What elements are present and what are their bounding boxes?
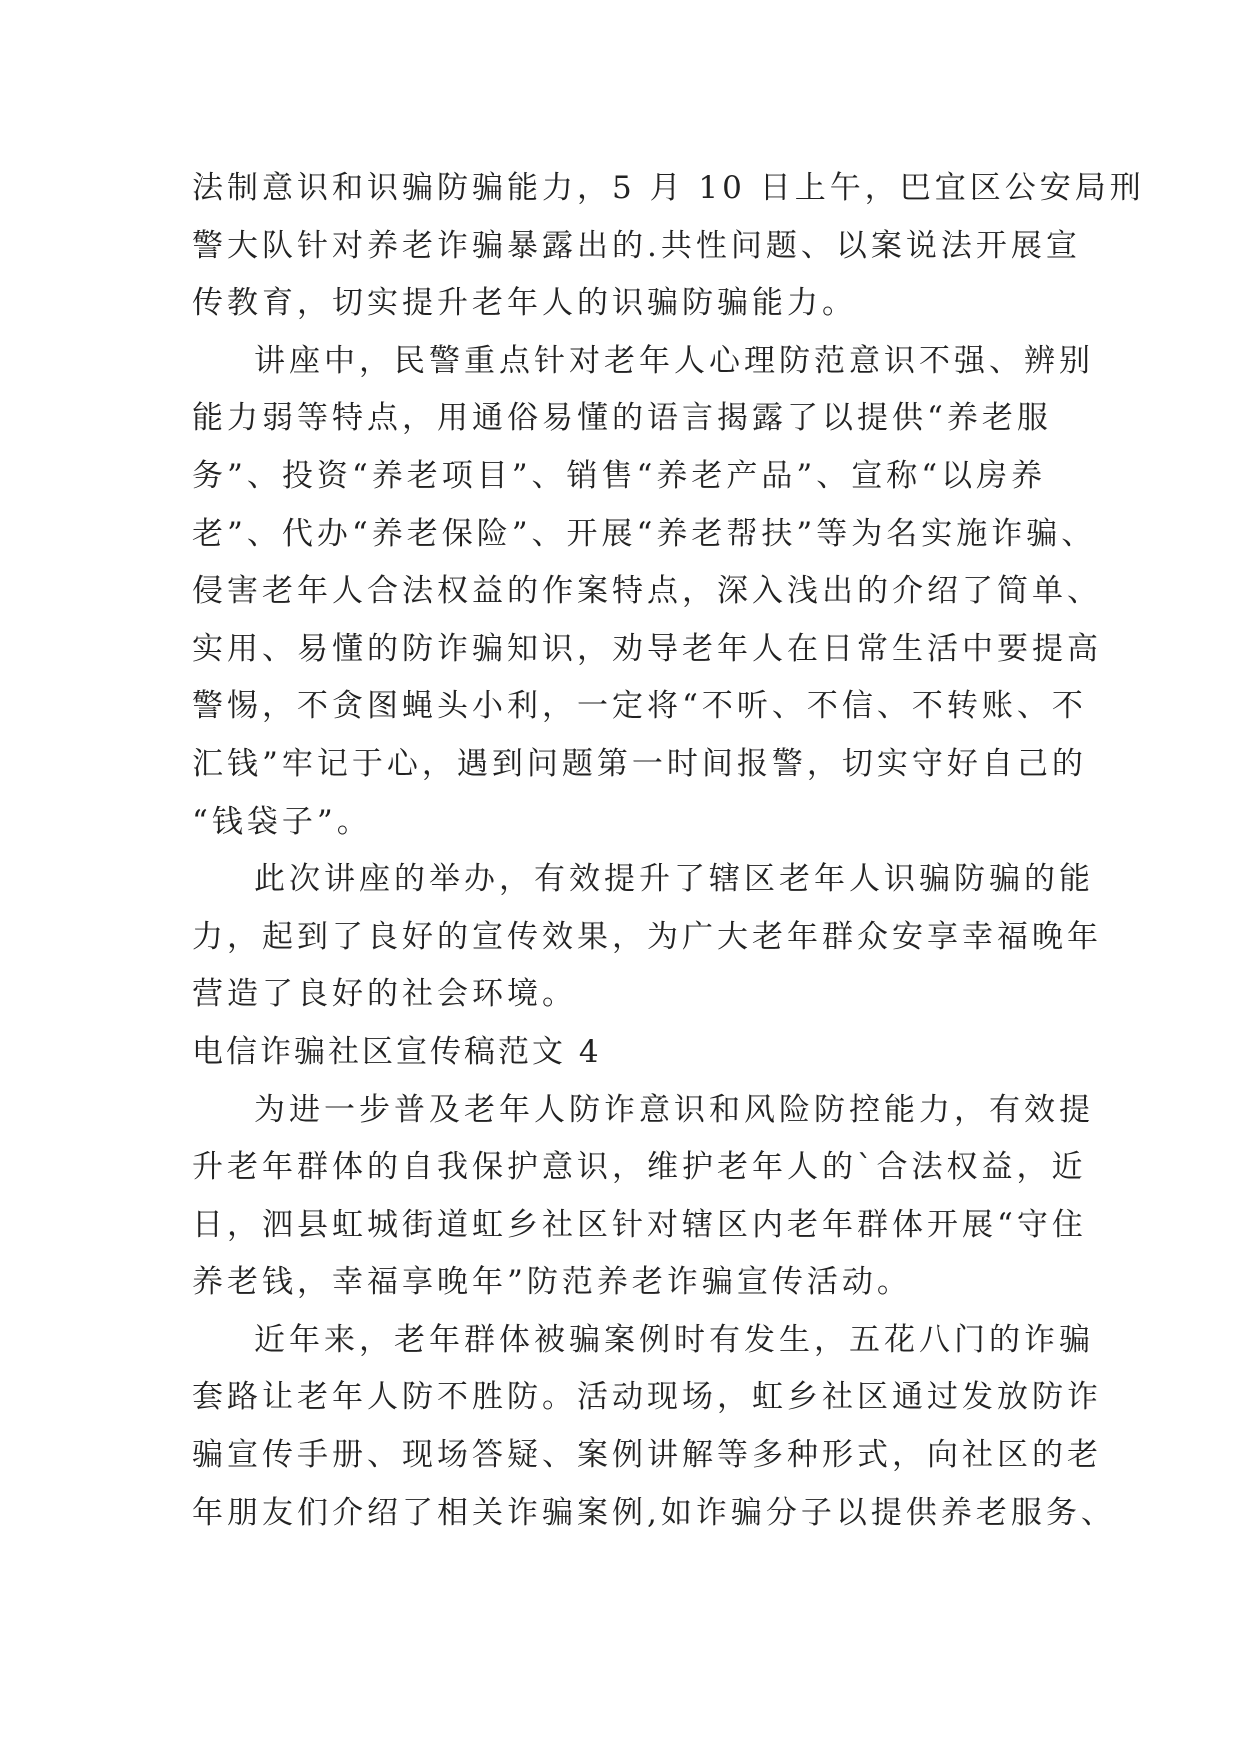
paragraph-line: 警大队针对养老诈骗暴露出的.共性问题、以案说法开展宣 [192, 227, 1081, 264]
paragraph-line: “钱袋子”。 [192, 803, 372, 840]
paragraph-line: 营造了良好的社会环境。 [192, 976, 577, 1013]
paragraph-line: 骗宣传手册、现场答疑、案例讲解等多种形式，向社区的老 [192, 1437, 1102, 1474]
paragraph-line: 警惕，不贪图蝇头小利，一定将“不听、不信、不转账、不 [192, 688, 1087, 725]
paragraph-line: 为进一步普及老年人防诈意识和风险防控能力，有效提 [254, 1091, 1094, 1128]
paragraph-line: 侵害老年人合法权益的作案特点，深入浅出的介绍了简单、 [192, 573, 1102, 610]
paragraph-line: 升老年群体的自我保护意识，维护老年人的`合法权益，近 [192, 1149, 1087, 1186]
paragraph-line: 养老钱，幸福享晚年”防范养老诈骗宣传活动。 [192, 1264, 912, 1301]
paragraph-line: 传教育，切实提升老年人的识骗防骗能力。 [192, 285, 857, 322]
section-heading: 电信诈骗社区宣传稿范文 4 [192, 1033, 602, 1070]
paragraph-line: 实用、易懂的防诈骗知识，劝导老年人在日常生活中要提高 [192, 630, 1102, 667]
paragraph-line: 套路让老年人防不胜防。活动现场，虹乡社区通过发放防诈 [192, 1379, 1102, 1416]
paragraph-line: 此次讲座的举办，有效提升了辖区老年人识骗防骗的能 [254, 861, 1094, 898]
paragraph-line: 年朋友们介绍了相关诈骗案例,如诈骗分子以提供养老服务、 [192, 1494, 1116, 1531]
paragraph-line: 讲座中，民警重点针对老年人心理防范意识不强、辨别 [254, 342, 1094, 379]
paragraph-line: 汇钱”牢记于心，遇到问题第一时间报警，切实守好自己的 [192, 745, 1087, 782]
paragraph-line: 近年来，老年群体被骗案例时有发生，五花八门的诈骗 [254, 1321, 1094, 1358]
paragraph-line: 法制意识和识骗防骗能力，5 月 10 日上午，巴宜区公安局刑 [192, 170, 1145, 206]
paragraph-line: 力，起到了良好的宣传效果，为广大老年群众安享幸福晚年 [192, 918, 1102, 955]
paragraph-line: 能力弱等特点，用通俗易懂的语言揭露了以提供“养老服 [192, 400, 1052, 437]
paragraph-line: 老”、代办“养老保险”、开展“养老帮扶”等为名实施诈骗、 [192, 515, 1097, 552]
paragraph-line: 务”、投资“养老项目”、销售“养老产品”、宣称“以房养 [192, 457, 1047, 494]
paragraph-line: 日，泗县虹城街道虹乡社区针对辖区内老年群体开展“守住 [192, 1206, 1087, 1243]
document-body [192, 160, 1145, 1542]
